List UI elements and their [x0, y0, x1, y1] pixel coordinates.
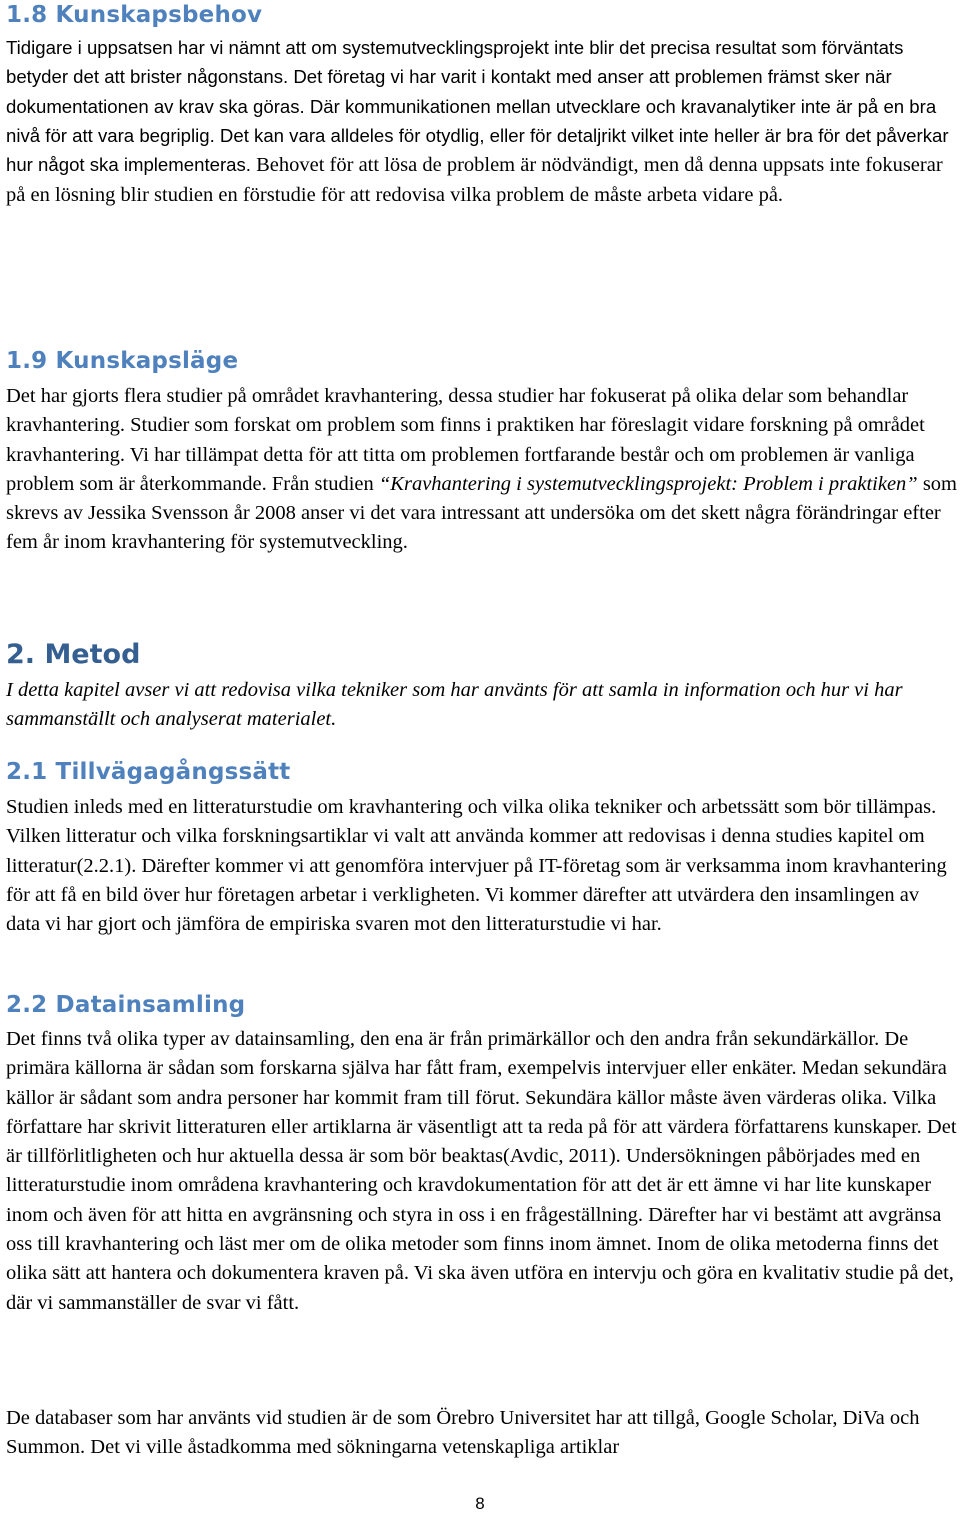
- heading-metod: 2. Metod: [6, 639, 141, 670]
- heading-tillvagagangssatt: 2.1 Tillvägagångssätt: [6, 759, 291, 785]
- paragraph-databaser: De databaser som har använts vid studien är de som Örebro Universitet har att tillgå, Google Scholar, DiVa och Summon. Det vi ville åstadkomma med sökningarna vetenskapliga artiklar: [6, 1407, 920, 1459]
- study-title: “Kravhantering i systemutvecklingsprojekt: Problem i praktiken”: [378, 472, 918, 495]
- page-number: 8: [475, 1494, 485, 1513]
- paragraph-kunskapsbehov-part2: Behovet för att lösa de problem är nödvändigt, men då denna uppsats inte fokuserar på en lösning blir studien en förstudie för att redovisa vilka problem de måste arbeta vidare på.: [6, 154, 943, 207]
- heading-kunskapslage: 1.9 Kunskapsläge: [6, 348, 239, 374]
- paragraph-metod-intro: I detta kapitel avser vi att redovisa vilka tekniker som har använts för att samla in information och hur vi har sammanställt och analyserat materialet.: [6, 679, 903, 731]
- paragraph-datainsamling: Det finns två olika typer av datainsamling, den ena är från primärkällor och den andra från sekundärkällor. De primära källorna är sådan som forskarna själva har fått fram, exempelvis intervjuer eller enkäter. Medan sekundära källor är sådant som andra personer har kommit fram till förut. Sekundära källor måste även värderas olika. Vilka författare har skrivit litteraturen eller artiklarna är väsentligt att ta reda på för att värdera författarens kunskaper. Det är tillförlitligheten och hur aktuella dessa är som bör beaktas(Avdic, 2011). Undersökningen påbörjades med en litteraturstudie inom områdena kravhantering och kravdokumentation för att det är ett ämne vi har lite kunskaper inom och även för att hitta en avgränsning och styra in oss i en frågeställning. Därefter har vi bestämt att avgränsa oss till kravhantering och läst mer om de olika metoder som finns inom ämnet. Inom de olika metoderna finns det olika sätt att hantera och dokumentera kraven på. Vi ska även utföra en intervju och göra en kvalitativ studie på det, där vi sammanställer de svar vi fått.: [6, 1028, 957, 1314]
- paragraph-kunskapslage: [6, 382, 958, 558]
- paragraph-kunskapslage-part2: som skrevs av Jessika Svensson år 2008 anser vi det vara intressant att undersöka om det skett några förändringar efter fem år inom kravhantering för systemutveckling.: [6, 472, 958, 554]
- heading-datainsamling: 2.2 Datainsamling: [6, 992, 246, 1018]
- heading-kunskapsbehov: 1.8 Kunskapsbehov: [6, 2, 263, 28]
- paragraph-kunskapsbehov: [6, 33, 958, 211]
- paragraph-kunskapslage-part1: Det har gjorts flera studier på området kravhantering, dessa studier har fokuserat på olika delar som behandlar kravhantering. Studier som forskat om problem som finns i praktiken har föreslagit vidare forskning på området kravhantering. Vi har tillämpat detta för att titta om problemen fortfarande består och om problemen är vanliga problem som är återkommande. Från studien: [6, 385, 925, 495]
- paragraph-tillvagagangssatt: Studien inleds med en litteraturstudie om kravhantering och vilka olika tekniker och arbetssätt som bör tillämpas. Vilken litteratur och vilka forskningsartiklar vi valt att använda kommer att redovisas i denna studies kapitel om litteratur(2.2.1). Därefter kommer vi att genomföra intervjuer på IT-företag som är verksamma inom kravhantering för att få en bild över hur företagen arbetar i verkligheten. Vi kommer därefter att utvärdera den insamlingen av data vi har gjort och jämföra de empiriska svaren mot den litteraturstudie vi har.: [6, 796, 947, 936]
- paragraph-kunskapsbehov-part1: Tidigare i uppsatsen har vi nämnt att om systemutvecklingsprojekt inte blir det precisa resultat som förväntats betyder det att brister någonstans. Det företag vi har varit i kontakt med anser att problemen främst sker när dokumentationen av krav ska göras. Där kommunikationen mellan utvecklare och kravanalytiker inte är på en bra nivå för att vara begriplig. Det kan vara alldeles för otydlig, eller för detaljrikt vilket inte heller är bra för det påverkar hur något ska implementeras.: [6, 37, 949, 176]
